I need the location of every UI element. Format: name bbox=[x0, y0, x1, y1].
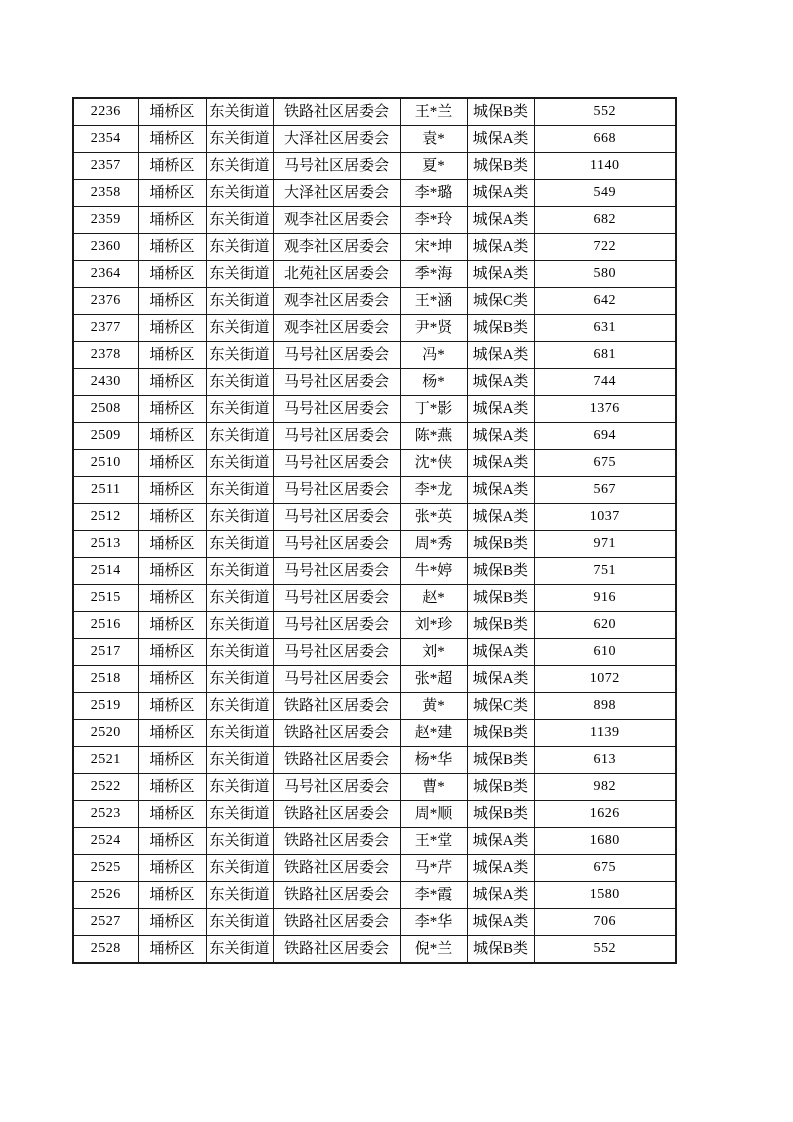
cell-amount: 751 bbox=[534, 558, 676, 585]
cell-amount: 1139 bbox=[534, 720, 676, 747]
cell-insurance-category: 城保A类 bbox=[467, 855, 534, 882]
table-row bbox=[73, 747, 676, 774]
cell-serial-number: 2360 bbox=[73, 234, 138, 261]
cell-serial-number: 2520 bbox=[73, 720, 138, 747]
cell-community: 北苑社区居委会 bbox=[273, 261, 400, 288]
cell-serial-number: 2517 bbox=[73, 639, 138, 666]
table-row bbox=[73, 98, 676, 126]
cell-insurance-category: 城保A类 bbox=[467, 909, 534, 936]
cell-community: 马号社区居委会 bbox=[273, 558, 400, 585]
cell-insurance-category: 城保A类 bbox=[467, 396, 534, 423]
cell-amount: 675 bbox=[534, 855, 676, 882]
cell-insurance-category: 城保B类 bbox=[467, 801, 534, 828]
cell-serial-number: 2527 bbox=[73, 909, 138, 936]
cell-serial-number: 2510 bbox=[73, 450, 138, 477]
cell-community: 铁路社区居委会 bbox=[273, 855, 400, 882]
cell-street: 东关街道 bbox=[206, 855, 273, 882]
cell-serial-number: 2359 bbox=[73, 207, 138, 234]
cell-insurance-category: 城保B类 bbox=[467, 747, 534, 774]
table-row bbox=[73, 288, 676, 315]
cell-street: 东关街道 bbox=[206, 288, 273, 315]
cell-community: 铁路社区居委会 bbox=[273, 693, 400, 720]
cell-district: 埇桥区 bbox=[138, 666, 206, 693]
cell-district: 埇桥区 bbox=[138, 693, 206, 720]
cell-person-name: 沈*侠 bbox=[400, 450, 467, 477]
cell-street: 东关街道 bbox=[206, 801, 273, 828]
cell-insurance-category: 城保A类 bbox=[467, 666, 534, 693]
table-row bbox=[73, 315, 676, 342]
table-row bbox=[73, 369, 676, 396]
cell-insurance-category: 城保A类 bbox=[467, 477, 534, 504]
cell-amount: 744 bbox=[534, 369, 676, 396]
cell-serial-number: 2508 bbox=[73, 396, 138, 423]
cell-district: 埇桥区 bbox=[138, 909, 206, 936]
cell-district: 埇桥区 bbox=[138, 315, 206, 342]
cell-amount: 675 bbox=[534, 450, 676, 477]
cell-amount: 916 bbox=[534, 585, 676, 612]
cell-serial-number: 2528 bbox=[73, 936, 138, 964]
cell-community: 观李社区居委会 bbox=[273, 207, 400, 234]
cell-district: 埇桥区 bbox=[138, 585, 206, 612]
cell-district: 埇桥区 bbox=[138, 261, 206, 288]
cell-amount: 620 bbox=[534, 612, 676, 639]
cell-amount: 722 bbox=[534, 234, 676, 261]
cell-insurance-category: 城保A类 bbox=[467, 261, 534, 288]
cell-amount: 681 bbox=[534, 342, 676, 369]
cell-insurance-category: 城保C类 bbox=[467, 288, 534, 315]
cell-serial-number: 2376 bbox=[73, 288, 138, 315]
cell-person-name: 王*涵 bbox=[400, 288, 467, 315]
cell-person-name: 冯* bbox=[400, 342, 467, 369]
table-row bbox=[73, 423, 676, 450]
table-row bbox=[73, 720, 676, 747]
cell-community: 马号社区居委会 bbox=[273, 666, 400, 693]
cell-district: 埇桥区 bbox=[138, 126, 206, 153]
cell-district: 埇桥区 bbox=[138, 342, 206, 369]
cell-insurance-category: 城保B类 bbox=[467, 774, 534, 801]
cell-serial-number: 2519 bbox=[73, 693, 138, 720]
cell-district: 埇桥区 bbox=[138, 855, 206, 882]
cell-district: 埇桥区 bbox=[138, 612, 206, 639]
cell-community: 马号社区居委会 bbox=[273, 612, 400, 639]
cell-serial-number: 2522 bbox=[73, 774, 138, 801]
table-row bbox=[73, 261, 676, 288]
cell-serial-number: 2525 bbox=[73, 855, 138, 882]
cell-amount: 613 bbox=[534, 747, 676, 774]
cell-serial-number: 2524 bbox=[73, 828, 138, 855]
cell-street: 东关街道 bbox=[206, 504, 273, 531]
table-row bbox=[73, 558, 676, 585]
table-row bbox=[73, 882, 676, 909]
cell-district: 埇桥区 bbox=[138, 828, 206, 855]
cell-amount: 642 bbox=[534, 288, 676, 315]
table-row bbox=[73, 936, 676, 964]
table-row bbox=[73, 207, 676, 234]
cell-serial-number: 2377 bbox=[73, 315, 138, 342]
cell-amount: 610 bbox=[534, 639, 676, 666]
table-row bbox=[73, 693, 676, 720]
cell-insurance-category: 城保B类 bbox=[467, 315, 534, 342]
cell-serial-number: 2512 bbox=[73, 504, 138, 531]
cell-serial-number: 2518 bbox=[73, 666, 138, 693]
cell-person-name: 赵*建 bbox=[400, 720, 467, 747]
cell-street: 东关街道 bbox=[206, 612, 273, 639]
cell-community: 铁路社区居委会 bbox=[273, 98, 400, 126]
cell-amount: 898 bbox=[534, 693, 676, 720]
cell-district: 埇桥区 bbox=[138, 477, 206, 504]
cell-serial-number: 2354 bbox=[73, 126, 138, 153]
cell-serial-number: 2378 bbox=[73, 342, 138, 369]
cell-serial-number: 2514 bbox=[73, 558, 138, 585]
table-body bbox=[73, 98, 676, 963]
cell-amount: 631 bbox=[534, 315, 676, 342]
table-row bbox=[73, 396, 676, 423]
cell-amount: 694 bbox=[534, 423, 676, 450]
table-row bbox=[73, 828, 676, 855]
cell-insurance-category: 城保A类 bbox=[467, 126, 534, 153]
cell-insurance-category: 城保A类 bbox=[467, 207, 534, 234]
cell-street: 东关街道 bbox=[206, 477, 273, 504]
cell-serial-number: 2357 bbox=[73, 153, 138, 180]
cell-street: 东关街道 bbox=[206, 207, 273, 234]
cell-street: 东关街道 bbox=[206, 936, 273, 964]
cell-serial-number: 2516 bbox=[73, 612, 138, 639]
cell-amount: 1072 bbox=[534, 666, 676, 693]
cell-insurance-category: 城保C类 bbox=[467, 693, 534, 720]
cell-insurance-category: 城保B类 bbox=[467, 531, 534, 558]
cell-amount: 982 bbox=[534, 774, 676, 801]
cell-street: 东关街道 bbox=[206, 423, 273, 450]
cell-amount: 552 bbox=[534, 98, 676, 126]
table-row bbox=[73, 612, 676, 639]
cell-insurance-category: 城保B类 bbox=[467, 612, 534, 639]
cell-street: 东关街道 bbox=[206, 909, 273, 936]
cell-street: 东关街道 bbox=[206, 828, 273, 855]
cell-person-name: 尹*贤 bbox=[400, 315, 467, 342]
cell-community: 马号社区居委会 bbox=[273, 153, 400, 180]
cell-district: 埇桥区 bbox=[138, 288, 206, 315]
cell-person-name: 李*璐 bbox=[400, 180, 467, 207]
cell-community: 马号社区居委会 bbox=[273, 774, 400, 801]
cell-community: 观李社区居委会 bbox=[273, 288, 400, 315]
cell-street: 东关街道 bbox=[206, 342, 273, 369]
cell-serial-number: 2358 bbox=[73, 180, 138, 207]
cell-street: 东关街道 bbox=[206, 315, 273, 342]
cell-amount: 549 bbox=[534, 180, 676, 207]
table-row bbox=[73, 855, 676, 882]
cell-person-name: 倪*兰 bbox=[400, 936, 467, 964]
cell-district: 埇桥区 bbox=[138, 234, 206, 261]
benefits-table bbox=[72, 97, 677, 964]
cell-serial-number: 2364 bbox=[73, 261, 138, 288]
table-row bbox=[73, 234, 676, 261]
cell-street: 东关街道 bbox=[206, 747, 273, 774]
cell-street: 东关街道 bbox=[206, 261, 273, 288]
cell-district: 埇桥区 bbox=[138, 396, 206, 423]
cell-insurance-category: 城保A类 bbox=[467, 180, 534, 207]
cell-person-name: 杨* bbox=[400, 369, 467, 396]
cell-street: 东关街道 bbox=[206, 585, 273, 612]
cell-person-name: 黄* bbox=[400, 693, 467, 720]
cell-insurance-category: 城保A类 bbox=[467, 504, 534, 531]
cell-amount: 1376 bbox=[534, 396, 676, 423]
cell-community: 大泽社区居委会 bbox=[273, 126, 400, 153]
cell-community: 大泽社区居委会 bbox=[273, 180, 400, 207]
table-row bbox=[73, 126, 676, 153]
cell-district: 埇桥区 bbox=[138, 936, 206, 964]
cell-district: 埇桥区 bbox=[138, 504, 206, 531]
cell-amount: 1680 bbox=[534, 828, 676, 855]
cell-street: 东关街道 bbox=[206, 450, 273, 477]
cell-insurance-category: 城保B类 bbox=[467, 720, 534, 747]
cell-street: 东关街道 bbox=[206, 396, 273, 423]
cell-amount: 706 bbox=[534, 909, 676, 936]
table-row bbox=[73, 153, 676, 180]
cell-person-name: 李*玲 bbox=[400, 207, 467, 234]
cell-community: 铁路社区居委会 bbox=[273, 801, 400, 828]
cell-person-name: 曹* bbox=[400, 774, 467, 801]
cell-person-name: 刘* bbox=[400, 639, 467, 666]
cell-street: 东关街道 bbox=[206, 720, 273, 747]
cell-serial-number: 2513 bbox=[73, 531, 138, 558]
cell-street: 东关街道 bbox=[206, 882, 273, 909]
cell-person-name: 李*霞 bbox=[400, 882, 467, 909]
cell-community: 马号社区居委会 bbox=[273, 639, 400, 666]
cell-insurance-category: 城保A类 bbox=[467, 423, 534, 450]
cell-district: 埇桥区 bbox=[138, 558, 206, 585]
cell-street: 东关街道 bbox=[206, 774, 273, 801]
cell-serial-number: 2236 bbox=[73, 98, 138, 126]
cell-person-name: 周*秀 bbox=[400, 531, 467, 558]
cell-district: 埇桥区 bbox=[138, 882, 206, 909]
cell-person-name: 季*海 bbox=[400, 261, 467, 288]
cell-street: 东关街道 bbox=[206, 693, 273, 720]
table-row bbox=[73, 477, 676, 504]
cell-serial-number: 2523 bbox=[73, 801, 138, 828]
cell-amount: 668 bbox=[534, 126, 676, 153]
cell-amount: 567 bbox=[534, 477, 676, 504]
cell-community: 马号社区居委会 bbox=[273, 585, 400, 612]
cell-person-name: 张*超 bbox=[400, 666, 467, 693]
cell-district: 埇桥区 bbox=[138, 423, 206, 450]
table-row bbox=[73, 666, 676, 693]
cell-person-name: 周*顺 bbox=[400, 801, 467, 828]
cell-serial-number: 2511 bbox=[73, 477, 138, 504]
cell-street: 东关街道 bbox=[206, 369, 273, 396]
cell-district: 埇桥区 bbox=[138, 369, 206, 396]
table-row bbox=[73, 342, 676, 369]
cell-community: 观李社区居委会 bbox=[273, 315, 400, 342]
table-row bbox=[73, 585, 676, 612]
cell-community: 铁路社区居委会 bbox=[273, 720, 400, 747]
cell-person-name: 赵* bbox=[400, 585, 467, 612]
cell-amount: 971 bbox=[534, 531, 676, 558]
cell-street: 东关街道 bbox=[206, 153, 273, 180]
cell-street: 东关街道 bbox=[206, 558, 273, 585]
cell-community: 马号社区居委会 bbox=[273, 342, 400, 369]
cell-person-name: 夏* bbox=[400, 153, 467, 180]
cell-amount: 580 bbox=[534, 261, 676, 288]
cell-insurance-category: 城保B类 bbox=[467, 585, 534, 612]
cell-person-name: 李*华 bbox=[400, 909, 467, 936]
cell-person-name: 刘*珍 bbox=[400, 612, 467, 639]
table-row bbox=[73, 909, 676, 936]
cell-serial-number: 2430 bbox=[73, 369, 138, 396]
cell-community: 铁路社区居委会 bbox=[273, 909, 400, 936]
cell-serial-number: 2521 bbox=[73, 747, 138, 774]
table-row bbox=[73, 774, 676, 801]
cell-insurance-category: 城保B类 bbox=[467, 153, 534, 180]
cell-street: 东关街道 bbox=[206, 180, 273, 207]
cell-street: 东关街道 bbox=[206, 639, 273, 666]
cell-insurance-category: 城保B类 bbox=[467, 98, 534, 126]
cell-person-name: 王*堂 bbox=[400, 828, 467, 855]
cell-person-name: 宋*坤 bbox=[400, 234, 467, 261]
cell-insurance-category: 城保A类 bbox=[467, 828, 534, 855]
cell-district: 埇桥区 bbox=[138, 801, 206, 828]
cell-amount: 682 bbox=[534, 207, 676, 234]
cell-community: 马号社区居委会 bbox=[273, 450, 400, 477]
cell-insurance-category: 城保A类 bbox=[467, 342, 534, 369]
cell-person-name: 杨*华 bbox=[400, 747, 467, 774]
cell-amount: 1037 bbox=[534, 504, 676, 531]
cell-community: 铁路社区居委会 bbox=[273, 747, 400, 774]
cell-street: 东关街道 bbox=[206, 126, 273, 153]
cell-community: 马号社区居委会 bbox=[273, 369, 400, 396]
cell-insurance-category: 城保A类 bbox=[467, 234, 534, 261]
cell-insurance-category: 城保A类 bbox=[467, 882, 534, 909]
cell-insurance-category: 城保B类 bbox=[467, 558, 534, 585]
cell-district: 埇桥区 bbox=[138, 531, 206, 558]
cell-person-name: 陈*燕 bbox=[400, 423, 467, 450]
cell-street: 东关街道 bbox=[206, 666, 273, 693]
table-row bbox=[73, 531, 676, 558]
cell-district: 埇桥区 bbox=[138, 747, 206, 774]
cell-person-name: 李*龙 bbox=[400, 477, 467, 504]
cell-street: 东关街道 bbox=[206, 531, 273, 558]
cell-insurance-category: 城保A类 bbox=[467, 450, 534, 477]
cell-district: 埇桥区 bbox=[138, 98, 206, 126]
cell-district: 埇桥区 bbox=[138, 207, 206, 234]
cell-community: 铁路社区居委会 bbox=[273, 828, 400, 855]
cell-person-name: 马*芹 bbox=[400, 855, 467, 882]
cell-district: 埇桥区 bbox=[138, 450, 206, 477]
cell-amount: 1580 bbox=[534, 882, 676, 909]
cell-person-name: 王*兰 bbox=[400, 98, 467, 126]
cell-district: 埇桥区 bbox=[138, 639, 206, 666]
cell-community: 马号社区居委会 bbox=[273, 477, 400, 504]
cell-community: 观李社区居委会 bbox=[273, 234, 400, 261]
cell-insurance-category: 城保A类 bbox=[467, 369, 534, 396]
cell-community: 铁路社区居委会 bbox=[273, 936, 400, 964]
cell-community: 马号社区居委会 bbox=[273, 423, 400, 450]
cell-serial-number: 2509 bbox=[73, 423, 138, 450]
table-row bbox=[73, 180, 676, 207]
cell-community: 马号社区居委会 bbox=[273, 504, 400, 531]
cell-district: 埇桥区 bbox=[138, 180, 206, 207]
cell-community: 马号社区居委会 bbox=[273, 531, 400, 558]
cell-person-name: 张*英 bbox=[400, 504, 467, 531]
cell-person-name: 袁* bbox=[400, 126, 467, 153]
table-row bbox=[73, 504, 676, 531]
cell-street: 东关街道 bbox=[206, 234, 273, 261]
cell-serial-number: 2526 bbox=[73, 882, 138, 909]
cell-amount: 1140 bbox=[534, 153, 676, 180]
cell-amount: 1626 bbox=[534, 801, 676, 828]
cell-amount: 552 bbox=[534, 936, 676, 964]
table-row bbox=[73, 450, 676, 477]
cell-person-name: 牛*婷 bbox=[400, 558, 467, 585]
cell-person-name: 丁*影 bbox=[400, 396, 467, 423]
cell-community: 铁路社区居委会 bbox=[273, 882, 400, 909]
cell-community: 马号社区居委会 bbox=[273, 396, 400, 423]
cell-insurance-category: 城保A类 bbox=[467, 639, 534, 666]
cell-insurance-category: 城保B类 bbox=[467, 936, 534, 964]
table-row bbox=[73, 801, 676, 828]
table-row bbox=[73, 639, 676, 666]
cell-street: 东关街道 bbox=[206, 98, 273, 126]
cell-district: 埇桥区 bbox=[138, 720, 206, 747]
cell-serial-number: 2515 bbox=[73, 585, 138, 612]
cell-district: 埇桥区 bbox=[138, 153, 206, 180]
cell-district: 埇桥区 bbox=[138, 774, 206, 801]
